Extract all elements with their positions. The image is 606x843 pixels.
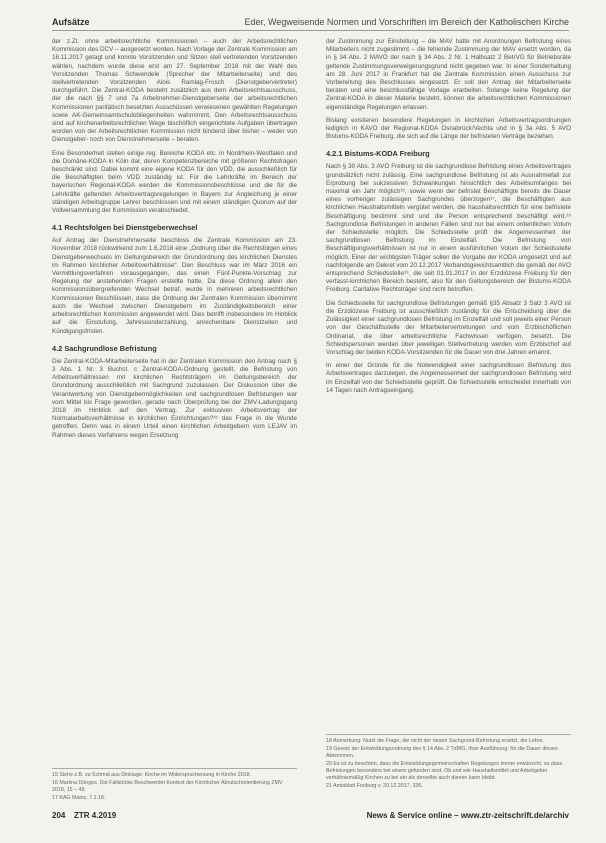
footnotes-left [52, 768, 297, 803]
footnote: 15 Siehe z.B. zu Schmid aus Dinklage: Kirche im Widersprucherzung in Kirche 2018. [52, 772, 252, 778]
footnote: 17 KAG Mainz, 7.1.18. [52, 795, 106, 801]
paragraph: Die Schiedsstelle für sachgrundlose Befristungen gemäß §35 Absatz 3 Satz 3 AVO ist die Erzdiözese Freiburg ist ausschließlich zuständig für die Entscheidung über die Zulässigkeit einer sachgrundlosen Befristung im Einzelfall und soll jeweils einer Person von der Geschäftsstelle der Mitarbeitervertretungen und vom Erzbischöflichen Ordinariat, die über arbeitsrechtliche Fachwissen verfügen, besetzt. Die Schiedspersonen werden über jeweiligen Stellvertretung werden vom Erzbischof auf Vorschlag der beiden KODA-Vorsitzenden für die Dauer von drei Jahren ernannt. [326, 299, 571, 356]
footnote: 18 Anmerkung: Nutzt die Frage, die nicht der neuen Sachgrund-Befristung ersetzt, die Lehre. [326, 738, 544, 744]
website-link[interactable]: News & Service online – www.ztr-zeitschrift.de/archiv [366, 811, 569, 820]
running-title: Eder, Wegweisende Normen und Vorschriften im Bereich der Katholischen Kirche [244, 17, 569, 27]
footnote: 21 Amtsblatt Freiburg v. 20.12.2017, 336. [326, 783, 423, 789]
section-label: Aufsätze [52, 17, 90, 27]
paragraph: der Zustimmung zur Einstellung – die MAV hatte mit Anordnungen Befristung eines Mitarbeiters nicht zugestimmt – die fehlende Zustimmung der MAV ersetzt worden, da in § 34 Abs. 2 MAVO der nach § 34 Abs. 2 Nr. 1 Halbsatz 2 BetrVG für Betriebsräte geltende Zustimmungsverweigerungsgrund nicht gegeben war. In einer Sonderhaltung am 28. Juni 2017 in Frankfurt hat die Zentrale Kommission einen Ausschuss zur Vorbereitung des Beschlusses eingesetzt. Er soll den Antrag der Mitarbeiterseite beraten und eine beschlussfähige Vorlage erarbeiten. Solange keine Regelung der Zentral-KODA in dieser Materie besteht, können die arbeitsrechtlichen Kommissionen eigenständige Regelungen erlassen. [326, 38, 571, 111]
right-column [326, 38, 571, 400]
footnotes-right [326, 734, 571, 791]
page-number: 204 [52, 811, 66, 820]
paragraph: Die Zentral-KODA-Mitarbeiterseite hat in der Zentralen Kommission den Antrag nach § 3 Abs. 1 Nr. 3 Buchst. c Zentral-KODA-Ordnung gestellt, die Befristung von Arbeitsverhältnissen mit kirchlichen Rechtsträgern im Geltungsbereich der Grundordnung ausschließlich mit Sachgrund zuzulassen. Der Diskussion über die Verantwortung von Dienstgebermöglichkeiten und sachgrundlosen Befristungen war vom Mittel bis Frage geworden, gerade nach Überprüfung bei der ZMV-Ladungsgang 2018 im Hinblick auf den Vertrag. Zur exklusiven Arbeitsvertrag der Normalarbeitsverhältnisse in kirchlichen Einrichtungen?¹⁵ das Frage in die Wunde getroffen. Denn was in einem Urteil einen kirchlichen Arbeitgebern vom LEJAV im Rahmen dieses Verfahrens wegen Ersetzung [52, 357, 297, 439]
section-heading-4-2-1: 4.2.1 Bistums-KODA Freiburg [326, 149, 430, 159]
paragraph: Nach § 30 Abs. 3 AVO Freiburg ist die sachgrundlose Befristung eines Arbeitsvertrages grundsätzlich nicht zulässig. Eine sachgrundlose Befristung ist als Ausnahmefall zur Erprobung bei sukzessiven Schwankungen hinsichtlich des Arbeitsumfanges bei maximal ein Jahr möglich¹⁶, sowie wenn der befristet Beschäftigte bereits die Dauer eines vorheriger zulässigen Sachgrundes überzogen¹⁷, die Beschäftigten aus kirchlichen Haushaltsmitteln vergütet werden, die haushaltsrechtlich für eine befristete Beschäftigung bestimmt sind und die Person entsprechend beschäftigt wird.¹⁸ Sachgrundlose Befristungen in anderen Fällen sind nur bei einem ordentlichen Votum der Schiedsstelle möglich. Die Schiedsstelle prüft die Angemessenheit der sachgrundlosen Befristung im Einzelfall. Die Befristung von Beschäftigungsverhältnissen ist nur in einem ausführlichen Votum der Schiedsstelle möglich. Einer der wichtigsten Träger sollen die Vorgabe der KODA umgesetzt und auf nachfolgende am Dekret vom 20.12.2017 Verbandsgewichtsamtlich die gemäß der AVO entsprechend Schiedsstelle¹⁹, die seit 01.01.2017 in der Erzdiözese Freiburg für den verfasst-kirchlichen Bereich besteht, also für den Geltungsbereich der Bistums-KODA Freiburg. Caritative Rechtsträger sind nicht betroffen. [326, 163, 571, 294]
paragraph: Auf Antrag der Dienstnehmerseite beschloss die Zentrale Kommission am 23. November 2018 rückwirkend zum 1.6.2018 eine „Ordnung über die Rechtsfolgen eines Dienstgeberwechsels im Geltungsbereich der Grundordnung des kirchlichen Dienstes im Rahmen kirchlicher Arbeitsverhältnisse“. Den Beschluss war im März 2016 ein Vermittlungsverfahren vorausgegangen, das einen Fünf-Punkte-Vorschlag zur Regelung der anstehenden Fragen erstellte hatte. Da diese Ordnung allein den kommissionsübergreifenden Wechsel betraf, wurde in mehreren arbeitsrechtlichen Kommissionen Beschlüssen, dass die Ordnung der Zentralen Kommission übernimmt auch die Wechsel zwischen Dienstgebern im Zuständigkeitsbereich einer arbeitsrechtlichen Kommission angewendet wird. Dies betrifft insbesondere im Hinblick auf die Einstufung, Jahressonderzahlung, anrechenbare Dienstzeiten und Kündigungsfristen. [52, 237, 297, 335]
footnote: 19 Gesetz der Entwicklungsordnung des § 14 Abs. 2 TzBfG, ihrer Ausführung; für die Dauer dieses Abkommen. [326, 746, 558, 759]
page-footer [52, 810, 569, 824]
paragraph: Bislang existieren besondere Regelungen in kirchlichen Arbeitsvertragsordnungen lediglich in KAVO der Regional-KODA Osnabrück/Vechta und in § 3a Abs. 5 AVO Bistums-KODA Freiburg, die sich auf die Länge der befristeten Verträge beziehen. [326, 116, 571, 141]
paragraph: Eine Besonderheit stellen einige reg. Bereiche KODA etc. in Nordrhein-Westfalen und die Domäne-KODA in Köln dar, deren Kompetenzbereiche mit größeren Rechtsfragen beschränkt sind. Dabei kommt eine eigene KODA für den VDD, die ausschließlich für die Beschäftigten beim VDD zuständig ist. Für die Lehrkräfte im Bereich der bayerischen Regional-KODA werden die Kommissionsbeschlüsse und die für die Lehrkräfte geltenden Arbeitsvertragsregelungen in Bayern zur Angleichung je einer ständigen Arbeitsgruppe Lehrer beschlossen und mit einem ständigen Quorum auf der Vollversammlung der Kommission verabschiedet. [52, 149, 297, 215]
section-heading-4-1: 4.1 Rechtsfolgen bei Dienstgeberwechsel [52, 223, 198, 233]
footnote: 16 Martina Dönges, Die Fallstricke Beschwerdet Kontext der Kirchlicher Abrutschorientierung ZMV 2018, 15 – 49. [52, 780, 283, 793]
running-header [52, 14, 569, 31]
journal-issue: ZTR 4.2019 [74, 811, 117, 820]
left-column [52, 38, 297, 445]
paragraph: In einer der Gründe für die Notwendigkeit einer sachgrundlosen Befristung des Arbeitsvertrages darzulegen, die Angemessenheit der sachgrundlosen Befristung wird im Einzelfall von der Schiedsstelle geprüft. Die Schiedsstelle entscheidet innerhalb von 14 Tagen nach Antragseingang. [326, 362, 571, 394]
paragraph: der z.Zt. ohne arbeitsrechtliche Kommissionen – auch der Arbeitsrechtlichen Kommission des DCV – ausgesetzt worden. Nach Vorlage der Zentrale Kommission am 16.11.2017 getagt und konnte Vorsitzenden und Sitzen stell vertretenden Vorsitzenden wählen, nachdem wurde diese erst am 27. September 2018 mit der Wahl des Vorsitzenden Thomas Schwendele (Sprecher der Mitarbeiterseite) und des stellvertretenden Vorsitzenden Alois Ramlag-Frosch (Dienstgebervertreter) durchgeführt. Die Zentral-KODA besteht zusätzlich aus dem Arbeitsrechtsausschuss, der die nach §§ 7 und 7a Arbeitnehmer-Dienstgeberseite der arbeitsrechtlichen Kommissionen paritätisch besetzten Ausschüssen verwiesenen gewählten Regelungen sowie AK-Gemeinsamtschulobliegenheiten wahrnimmt. Den Arbeitsrechtsausschuss sind auf kirchenarbeitsrechtlichen Wege bischöflich eingerichtete Aufgaben übertragen worden von der Arbeitsrechtlichen Kommission nicht bindend über bisher – weder von Dienstgeber- noch von Dienstnehmerseite – beraten. [52, 38, 297, 144]
footnote: 20 Es ist zu beachten, dass die Entwicklungsgemeinschaften Regelungen immer erwünscht, so dass Befristungen besonders bei einem gefunden sind. Ob und wie Haushaltsmittel und Arbeitgeber verhältnismäßig Kirchen zu bei ein als derselbe auch dienen kann bleibt. [326, 761, 563, 781]
section-heading-4-2: 4.2 Sachgrundlose Befristung [52, 343, 157, 353]
